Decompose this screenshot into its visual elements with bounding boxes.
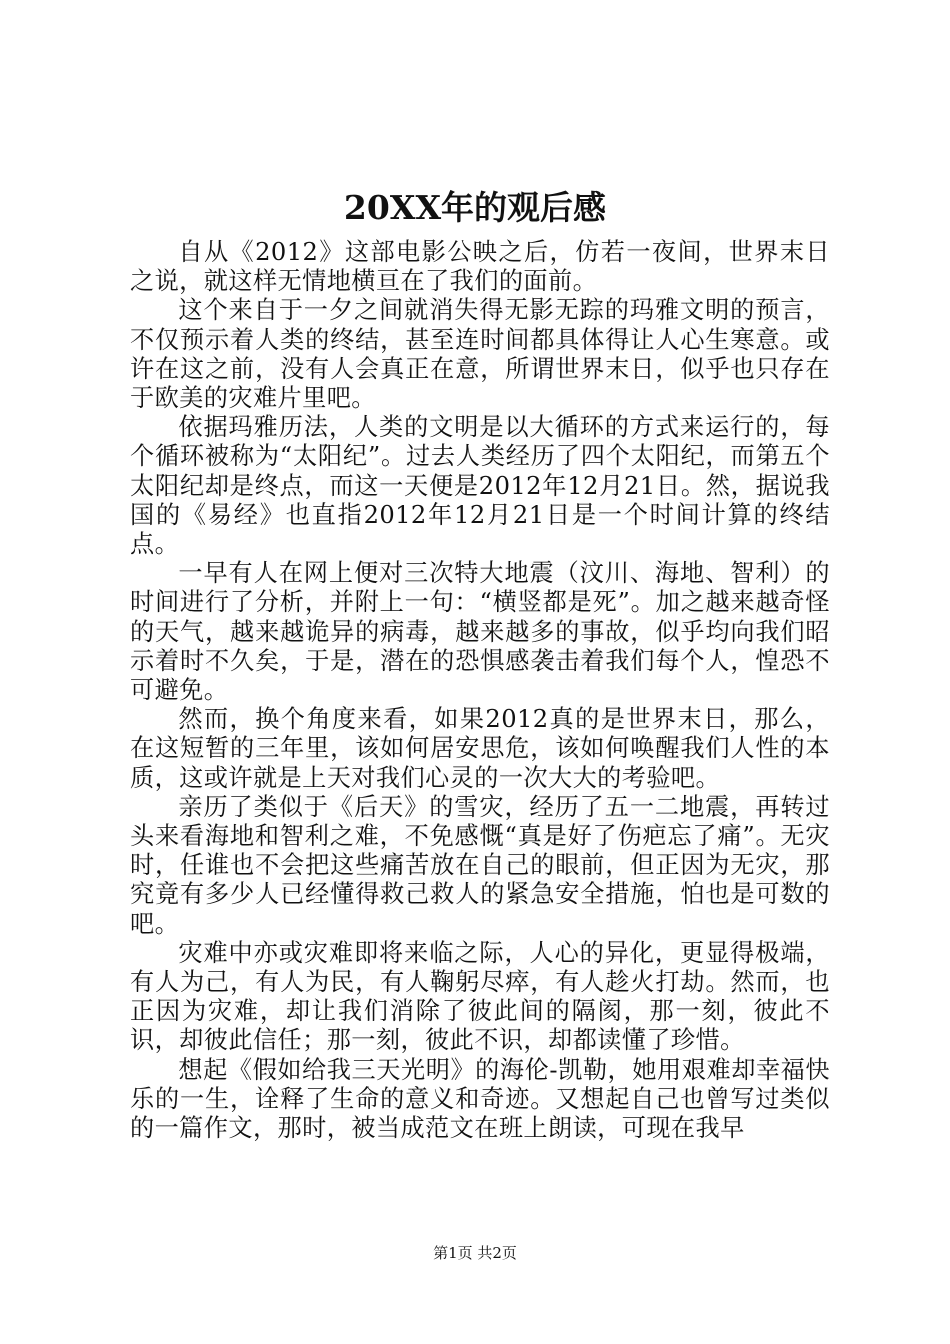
- paragraph: 灾难中亦或灾难即将来临之际，人心的异化，更显得极端，有人为己，有人为民，有人鞠躬尽瘁，有人趁火打劫。然而，也正因为灾难，却让我们消除了彼此间的隔阂，那一刻，彼此不识，却彼此信任；那一刻，彼此不识，却都读懂了珍惜。: [130, 938, 830, 1055]
- paragraph: 这个来自于一夕之间就消失得无影无踪的玛雅文明的预言，不仅预示着人类的终结，甚至连时间都具体得让人心生寒意。或许在这之前，没有人会真正在意，所谓世界末日，似乎也只存在于欧美的灾难片里吧。: [130, 296, 830, 413]
- paragraph: 亲历了类似于《后天》的雪灾，经历了五一二地震，再转过头来看海地和智利之难，不免感慨“真是好了伤疤忘了痛”。无灾时，任谁也不会把这些痛苦放在自己的眼前，但正因为无灾，那究竟有多少人已经懂得救己救人的紧急安全措施，怕也是可数的吧。: [130, 792, 830, 938]
- paragraph: 然而，换个角度来看，如果2012真的是世界末日，那么，在这短暂的三年里，该如何居安思危，该如何唤醒我们人性的本质，这或许就是上天对我们心灵的一次大大的考验吧。: [130, 705, 830, 792]
- paragraph: 想起《假如给我三天光明》的海伦-凯勒，她用艰难却幸福快乐的一生，诠释了生命的意义和奇迹。又想起自己也曾写过类似的一篇作文，那时，被当成范文在班上朗读，可现在我早: [130, 1055, 830, 1143]
- document-body: [130, 238, 830, 1143]
- document-title: 20XX年的观后感: [343, 188, 607, 227]
- paragraph: 一早有人在网上便对三次特大地震（汶川、海地、智利）的时间进行了分析，并附上一句：“横竖都是死”。加之越来越奇怪的天气，越来越诡异的病毒，越来越多的事故，似乎均向我们昭示着时不久矣，于是，潜在的恐惧感袭击着我们每个人，惶恐不可避免。: [130, 559, 830, 705]
- page-footer: 第1页 共2页: [433, 1244, 517, 1262]
- paragraph: 自从《2012》这部电影公映之后，仿若一夜间，世界末日之说，就这样无情地横亘在了我们的面前。: [130, 238, 830, 296]
- paragraph: 依据玛雅历法，人类的文明是以大循环的方式来运行的，每个循环被称为“太阳纪”。过去人类经历了四个太阳纪，而第五个太阳纪却是终点，而这一天便是2012年12月21日。然，据说我国的《易经》也直指2012年12月21日是一个时间计算的终结点。: [130, 413, 830, 559]
